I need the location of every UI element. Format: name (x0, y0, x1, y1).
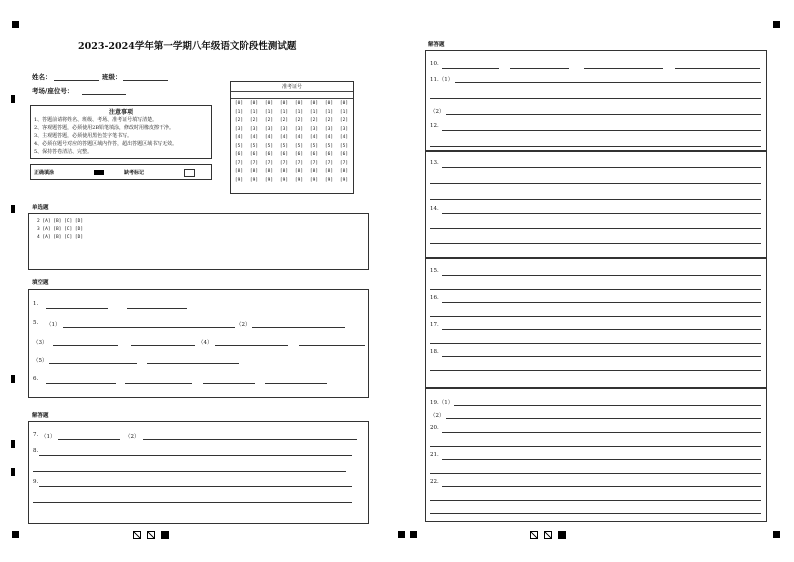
q9-line-2[interactable] (33, 502, 352, 503)
q8-line-2[interactable] (33, 471, 346, 472)
q22-label: 22. (430, 479, 439, 485)
q5-part5-label: （5） (33, 358, 48, 364)
name-label: 姓名： (32, 73, 52, 81)
admission-digit-bubble[interactable]: [7] (264, 160, 274, 166)
admission-digit-bubble[interactable]: [8] (249, 169, 259, 174)
admission-title: 准考证号 (281, 84, 302, 90)
admission-digit-bubble[interactable]: [2] (324, 118, 334, 123)
admission-digit-bubble[interactable]: [3] (309, 126, 319, 132)
admission-digit-bubble[interactable]: [2] (234, 118, 244, 123)
admission-digit-bubble[interactable]: [2] (264, 118, 274, 123)
admission-digit-column (264, 100, 274, 185)
admission-digit-bubble[interactable]: [1] (324, 109, 334, 115)
admission-digit-column (249, 100, 259, 185)
admission-digit-bubble[interactable]: [9] (309, 177, 319, 183)
choice-row-3[interactable]: 3 [A] [B] [C] [D] (37, 227, 84, 232)
room-field[interactable] (82, 94, 126, 95)
q12-label: 12. (430, 123, 439, 129)
q5-part4-label: （4） (198, 340, 213, 346)
page-title: 2023-2024学年第一学期八年级语文阶段性测试题 (78, 41, 297, 52)
answer-left-box (28, 421, 369, 524)
admission-digit-bubble[interactable]: [4] (279, 135, 289, 140)
q20-line-1[interactable] (442, 432, 761, 433)
admission-digit-bubble[interactable]: [5] (309, 143, 319, 149)
admission-digit-bubble[interactable]: [3] (264, 126, 274, 132)
notice-box (30, 105, 212, 159)
admission-digit-bubble[interactable]: [5] (279, 143, 289, 149)
admission-digit-bubble[interactable]: [1] (264, 109, 274, 115)
admission-digit-bubble[interactable]: [5] (324, 143, 334, 149)
admission-digit-bubble[interactable]: [8] (324, 169, 334, 174)
admission-digit-bubble[interactable]: [5] (264, 143, 274, 149)
admission-digit-column (324, 100, 334, 185)
admission-digit-bubble[interactable]: [7] (234, 160, 244, 166)
q18-label: 18. (430, 349, 439, 355)
corner-mark-bottom-right (773, 531, 780, 538)
notice-item-3: 3、主观题答题，必须使用黑色签字笔书写。 (34, 133, 133, 139)
admission-digit-bubble[interactable]: [8] (279, 169, 289, 174)
admission-digit-column (339, 100, 349, 185)
q5-label: 5. (33, 320, 39, 326)
q11-line-3[interactable] (446, 114, 761, 115)
q10-blank-2[interactable] (510, 68, 569, 69)
admission-digit-bubble[interactable]: [4] (264, 135, 274, 140)
q7-blank-1[interactable] (58, 439, 120, 440)
admission-digit-bubble[interactable]: [8] (264, 169, 274, 174)
footer-mark (161, 531, 169, 539)
q6-blank-2[interactable] (125, 383, 192, 384)
admission-digit-bubble[interactable]: [6] (309, 152, 319, 157)
q7-part1-label: （1） (41, 434, 56, 440)
admission-digit-bubble[interactable]: [5] (249, 143, 259, 149)
q14-label: 14. (430, 206, 439, 212)
q15-line-2[interactable] (430, 289, 761, 290)
admission-digit-column (234, 100, 244, 185)
q5-part2-label: （2） (236, 322, 251, 328)
admission-digit-bubble[interactable]: [0] (234, 101, 244, 106)
q19-line-1[interactable] (454, 405, 761, 406)
fill-example-label: 正确填涂 (34, 170, 55, 176)
admission-digit-bubble[interactable]: [2] (294, 118, 304, 123)
admission-digit-bubble[interactable]: [6] (324, 152, 334, 157)
notice-item-4: 4、必须在题号对应的答题区域内作答，超出答题区域书写无效。 (34, 141, 178, 147)
q13-label: 13. (430, 160, 439, 166)
room-label: 考场/座位号： (32, 87, 74, 95)
q15-label: 15. (430, 268, 439, 274)
q1-label: 1. (33, 301, 39, 307)
admission-digit-bubble[interactable]: [7] (279, 160, 289, 166)
admission-digit-bubble[interactable]: [7] (309, 160, 319, 166)
side-tick (11, 440, 15, 448)
choice-row-2[interactable]: 2 [A] [B] [C] [D] (37, 219, 84, 224)
single-choice-title: 单选题 (32, 205, 49, 211)
admission-digit-bubble[interactable]: [0] (339, 101, 349, 106)
q5-blank-2[interactable] (252, 327, 345, 328)
side-tick (11, 205, 15, 213)
footer-mark (544, 531, 552, 539)
admission-digit-bubble[interactable]: [2] (339, 118, 349, 123)
q11-part2-label: （2） (430, 109, 445, 115)
q5-blank-4b[interactable] (299, 345, 365, 346)
q16-label: 16. (430, 295, 439, 301)
absent-checkbox[interactable] (184, 169, 195, 177)
q13-line-1[interactable] (442, 167, 761, 168)
admission-digit-bubble[interactable]: [4] (339, 135, 349, 140)
q16-line-1[interactable] (442, 302, 761, 303)
admission-digit-bubble[interactable]: [9] (249, 177, 259, 183)
footer-mark (558, 531, 566, 539)
q10-label: 10. (430, 61, 439, 67)
q14-line-3[interactable] (430, 243, 761, 244)
filled-example-mark (94, 170, 104, 175)
admission-digit-bubble[interactable]: [9] (279, 177, 289, 183)
admission-digit-bubble[interactable]: [2] (309, 118, 319, 123)
fill-example-box (30, 164, 212, 180)
notice-item-5: 5、保持答卷清洁、完整。 (34, 149, 93, 155)
q7-label: 7. (33, 432, 39, 438)
q6-blank-1[interactable] (46, 383, 116, 384)
admission-digit-bubble[interactable]: [7] (339, 160, 349, 166)
admission-digit-bubble[interactable]: [6] (339, 152, 349, 157)
admission-digit-bubble[interactable]: [7] (324, 160, 334, 166)
admission-digit-bubble[interactable]: [6] (234, 152, 244, 157)
corner-mark-bottom-left (12, 531, 19, 538)
admission-digit-column (279, 100, 289, 185)
answer-block-10-12 (425, 50, 767, 151)
q19-line-2[interactable] (446, 418, 761, 419)
admission-digit-column (294, 100, 304, 185)
q22-line-3[interactable] (430, 513, 761, 514)
admission-number-grid (230, 81, 354, 194)
admission-digit-bubble[interactable]: [1] (279, 109, 289, 115)
side-tick (11, 95, 15, 103)
q15-line-1[interactable] (442, 275, 761, 276)
admission-digit-bubble[interactable]: [5] (339, 143, 349, 149)
admission-digit-bubble[interactable]: [4] (324, 135, 334, 140)
admission-digit-bubble[interactable]: [6] (294, 152, 304, 157)
admission-digit-bubble[interactable]: [3] (249, 126, 259, 132)
admission-digit-bubble[interactable]: [3] (294, 126, 304, 132)
admission-digit-bubble[interactable]: [9] (324, 177, 334, 183)
admission-digit-bubble[interactable]: [4] (309, 135, 319, 140)
admission-digit-bubble[interactable]: [0] (324, 101, 334, 106)
admission-digit-bubble[interactable]: [4] (294, 135, 304, 140)
footer-mark (133, 531, 141, 539)
side-tick (11, 375, 15, 383)
choice-row-4[interactable]: 4 [A] [B] [C] [D] (37, 235, 84, 240)
fill-blank-title: 填空题 (32, 280, 49, 286)
admission-digit-bubble[interactable]: [5] (234, 143, 244, 149)
q5-part3-label: （3） (33, 340, 48, 346)
admission-digit-bubble[interactable]: [9] (339, 177, 349, 183)
q7-part2-label: （2） (125, 434, 140, 440)
q21-label: 21. (430, 452, 439, 458)
admission-digit-bubble[interactable]: [6] (264, 152, 274, 157)
q12-line-2[interactable] (430, 146, 761, 147)
corner-mark-top-right (773, 21, 780, 28)
q22-line-1[interactable] (442, 486, 761, 487)
admission-digit-column (309, 100, 319, 185)
admission-digit-bubble[interactable]: [8] (339, 169, 349, 174)
admission-digit-bubble[interactable]: [3] (279, 126, 289, 132)
name-field[interactable] (54, 80, 99, 81)
q11-line-2[interactable] (430, 98, 761, 99)
admission-digit-bubble[interactable]: [7] (294, 160, 304, 166)
admission-digit-bubble[interactable]: [8] (309, 169, 319, 174)
admission-digit-bubble[interactable]: [3] (324, 126, 334, 132)
admission-digit-bubble[interactable]: [5] (294, 143, 304, 149)
answer-block-13-14 (425, 151, 767, 258)
admission-digit-bubble[interactable]: [1] (309, 109, 319, 115)
footer-mark (147, 531, 155, 539)
admission-digit-bubble[interactable]: [8] (294, 169, 304, 174)
q10-blank-3[interactable] (584, 68, 663, 69)
q14-line-1[interactable] (442, 213, 761, 214)
answer-block-15-18 (425, 258, 767, 388)
admission-digit-bubble[interactable]: [8] (234, 169, 244, 174)
q20-line-2[interactable] (430, 446, 761, 447)
q11-line-1[interactable] (455, 82, 761, 83)
admission-digit-bubble[interactable]: [1] (339, 109, 349, 115)
notice-item-1: 1、答题前请将姓名、班级、考场、准考证号填写清楚。 (34, 117, 158, 123)
admission-digit-bubble[interactable]: [9] (264, 177, 274, 183)
q13-line-2[interactable] (430, 183, 761, 184)
q18-line-1[interactable] (442, 356, 761, 357)
q1-blank-2[interactable] (127, 308, 187, 309)
admission-digit-bubble[interactable]: [4] (249, 135, 259, 140)
q13-line-3[interactable] (430, 199, 761, 200)
admission-digit-bubble[interactable]: [1] (234, 109, 244, 115)
notice-title: 注意事项 (108, 109, 133, 116)
footer-mark (530, 531, 538, 539)
admission-digit-bubble[interactable]: [0] (279, 101, 289, 106)
q7-blank-2[interactable] (143, 439, 357, 440)
q5-blank-5[interactable] (49, 363, 137, 364)
q9-label: 9. (33, 479, 39, 485)
q11-label: 11.（1） (430, 77, 454, 83)
q16-line-2[interactable] (430, 316, 761, 317)
admission-digit-bubble[interactable]: [2] (249, 118, 259, 123)
q8-label: 8. (33, 448, 39, 454)
answer-block-19-22 (425, 388, 767, 522)
q10-blank-4[interactable] (675, 68, 760, 69)
q17-label: 17. (430, 322, 439, 328)
q6-blank-4[interactable] (265, 383, 327, 384)
q12-line-1[interactable] (442, 130, 761, 131)
admission-digit-bubble[interactable]: [0] (309, 101, 319, 106)
admission-digit-bubble[interactable]: [0] (264, 101, 274, 106)
class-label: 班级： (102, 73, 122, 81)
q5-part1-label: （1） (46, 322, 61, 328)
q19-label: 19.（1） (430, 400, 454, 406)
fill-blank-box (28, 289, 369, 398)
q10-blank-1[interactable] (442, 68, 499, 69)
admission-digit-bubble[interactable]: [9] (294, 177, 304, 183)
admission-digit-bubble[interactable]: [3] (234, 126, 244, 132)
corner-mark-bottom-mid-left (398, 531, 405, 538)
absent-label: 缺考标记 (124, 170, 145, 176)
answer-left-title: 解答题 (32, 413, 49, 419)
notice-item-2: 2、客观题答题，必须使用2B铅笔填涂，修改时用橡皮擦干净。 (34, 125, 175, 131)
admission-digit-bubble[interactable]: [2] (279, 118, 289, 123)
q1-blank-1[interactable] (46, 308, 108, 309)
q8-line-1[interactable] (39, 455, 352, 456)
q20-label: 20. (430, 425, 439, 431)
q5-blank-3[interactable] (53, 345, 118, 346)
q21-line-2[interactable] (430, 473, 761, 474)
admission-digit-bubble[interactable]: [0] (294, 101, 304, 106)
corner-mark-bottom-mid-right (410, 531, 417, 538)
admission-digit-bubble[interactable]: [3] (339, 126, 349, 132)
class-field[interactable] (123, 80, 168, 81)
q22-line-2[interactable] (430, 500, 761, 501)
q14-line-2[interactable] (430, 228, 761, 229)
q6-label: 6. (33, 376, 39, 382)
q17-line-1[interactable] (442, 329, 761, 330)
admission-digit-bubble[interactable]: [6] (249, 152, 259, 157)
q5-blank-5b[interactable] (147, 363, 239, 364)
corner-mark-top-left (12, 21, 19, 28)
q17-line-2[interactable] (430, 343, 761, 344)
q5-blank-1[interactable] (63, 327, 235, 328)
side-tick (11, 468, 15, 476)
single-choice-box (28, 213, 369, 270)
q9-line-1[interactable] (39, 486, 352, 487)
admission-digit-bubble[interactable]: [7] (249, 160, 259, 166)
admission-digit-bubble[interactable]: [4] (234, 135, 244, 140)
q18-line-2[interactable] (430, 370, 761, 371)
q6-blank-3[interactable] (203, 383, 255, 384)
admission-digit-bubble[interactable]: [0] (249, 101, 259, 106)
answer-right-title: 解答题 (428, 42, 445, 48)
q5-blank-3b[interactable] (131, 345, 195, 346)
admission-digit-bubble[interactable]: [1] (249, 109, 259, 115)
q19-part2-label: （2） (430, 413, 445, 419)
admission-digit-bubble[interactable]: [6] (279, 152, 289, 157)
q5-blank-4[interactable] (215, 345, 288, 346)
admission-digit-bubble[interactable]: [9] (234, 177, 244, 183)
admission-digit-bubble[interactable]: [1] (294, 109, 304, 115)
q21-line-1[interactable] (442, 459, 761, 460)
